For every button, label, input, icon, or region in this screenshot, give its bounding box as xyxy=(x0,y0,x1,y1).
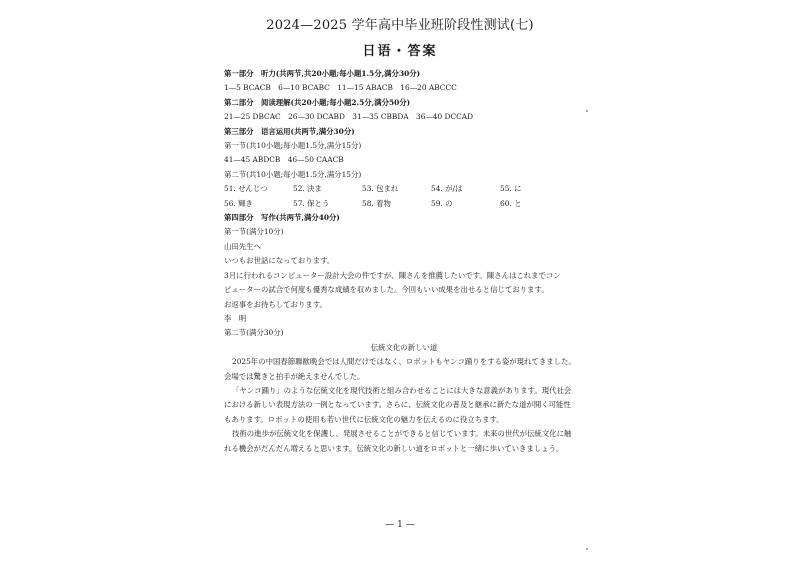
essay-line: 技術の進歩が伝統文化を保護し、発展させることができると信じています。未来の世代が伝統文化に触 xyxy=(232,429,572,439)
language-heading: 第三部分 语言运用(共两节,满分30分) xyxy=(224,126,355,136)
fill-answer: 56. 輝き xyxy=(224,198,253,208)
fill-answer: 60. と xyxy=(500,198,522,208)
page-number: — 1 — xyxy=(385,520,415,530)
fill-answer: 54. が/は xyxy=(431,184,463,194)
language-section2-heading: 第二节(共10小题;每小题1.5分,满分15分) xyxy=(224,169,362,179)
essay-line: における新しい表現方法の一例となっています。さらに、伝統文化の普及と継承に新たな道が開く可能性 xyxy=(224,400,571,410)
letter-line: いつもお世話になっております。 xyxy=(224,256,335,266)
letter-line: 李 明 xyxy=(224,313,247,323)
fill-answer: 52. 決ま xyxy=(293,184,322,194)
essay-line: 2025年の中国春節聯歓晩会では人間だけではなく、ロボットもヤンコ踊りをする姿が現れてきました。 xyxy=(232,357,576,367)
essay-title: 伝統文化の新しい道 xyxy=(370,342,438,352)
fill-answer: 58. 着物 xyxy=(362,198,391,208)
essay-line: 「ヤンコ踊り」のような伝統文化を現代技術と組み合わせることには大きな意義があります。現代社会 xyxy=(232,385,572,395)
fill-answer: 51. せんじつ xyxy=(224,184,268,194)
reading-answers: 21—25 DBCAC 26—30 DCABD 31—35 CBBDA 36—40 DCCAD xyxy=(224,112,474,122)
scan-speck xyxy=(586,110,588,112)
fill-answer: 57. 保とう xyxy=(293,198,330,208)
letter-line: 山田先生へ xyxy=(224,241,261,251)
letter-line: お返事をお待ちしております。 xyxy=(224,299,327,309)
fill-answers-row-1 xyxy=(224,182,584,196)
essay-line: 会場では驚きと拍手が絶えませんでした。 xyxy=(224,371,365,381)
fill-answer: 55. に xyxy=(500,184,522,194)
essay-line: もあります。ロボットの使用も若い世代に伝統文化の魅力を伝えるのに役立ちます。 xyxy=(224,414,504,424)
fill-answer: 53. 包まれ xyxy=(362,184,399,194)
essay-line: れる機会がだんだん増えると思います。伝統文化の新しい道をロボットと一緒に歩いていきましょう。 xyxy=(224,443,564,453)
letter-line: 3月に行われるコンピューター設計大会の件ですが、陳さんを推薦したいです。陳さんはこれまでコン xyxy=(224,270,561,280)
language-section1-answers: 41—45 ABDCB 46—50 CAACB xyxy=(224,155,344,165)
writing-section1-heading: 第一节(满分10分) xyxy=(224,227,284,237)
writing-section2-heading: 第二节(满分30分) xyxy=(224,328,284,338)
language-section1-heading: 第一节(共10小题;每小题1.5分,满分15分) xyxy=(224,141,362,151)
exam-title: 2024—2025 学年高中毕业班阶段性测试(七) xyxy=(266,18,534,33)
listening-answers: 1—5 BCACB 6—10 BCABC 11—15 ABACB 16—20 ABCCC xyxy=(224,83,457,93)
subject-title: 日语・答案 xyxy=(362,44,438,59)
answer-content xyxy=(224,67,584,456)
fill-answers-row-2 xyxy=(224,197,584,211)
letter-line: ピューターの試合で何度も優秀な成績を収めました。今回もいい成果を出せると信じております。 xyxy=(224,285,549,295)
reading-heading: 第二部分 阅读理解(共20小题;每小题2.5分,满分50分) xyxy=(224,97,411,107)
listening-heading: 第一部分 听力(共两节,共20小题;每小题1.5分,满分30分) xyxy=(224,69,421,78)
writing-heading: 第四部分 写作(共两节,满分40分) xyxy=(224,213,340,223)
scan-speck xyxy=(586,548,588,550)
fill-answer: 59. の xyxy=(431,198,453,208)
